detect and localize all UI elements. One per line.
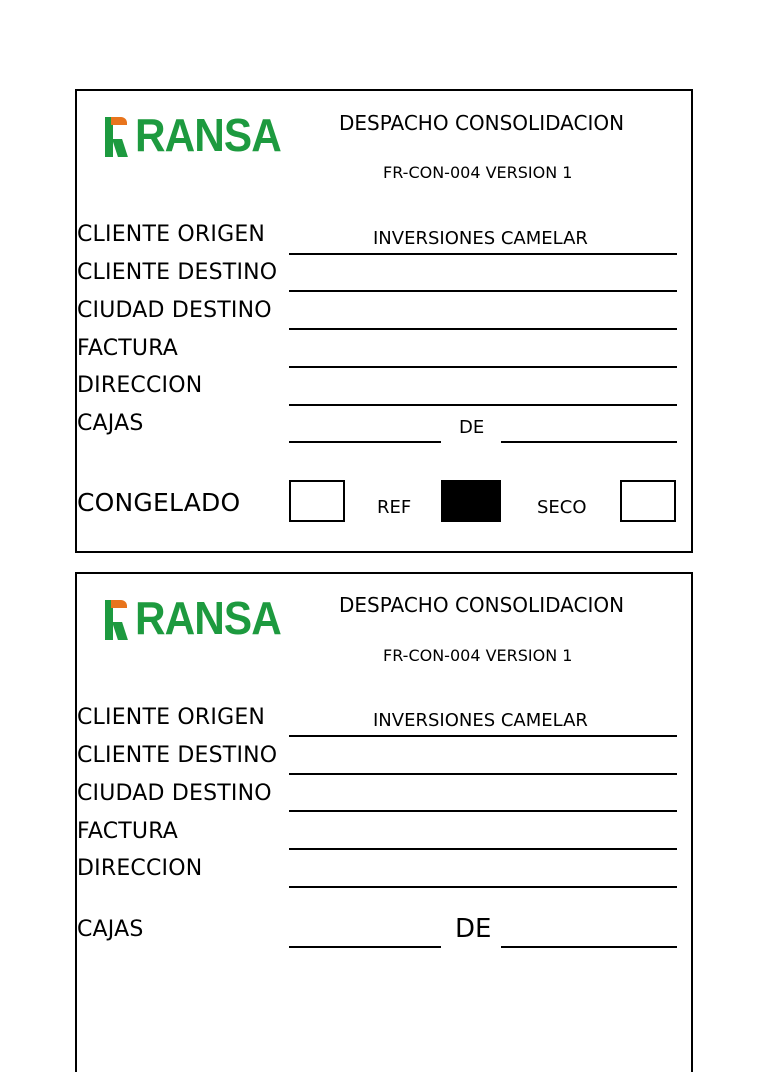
direccion-line — [289, 886, 677, 888]
congelado-label: CONGELADO — [77, 488, 241, 517]
cajas-from-line — [289, 441, 441, 443]
cliente-origen-value: INVERSIONES CAMELAR — [373, 710, 588, 731]
ciudad-destino-label: CIUDAD DESTINO — [77, 298, 272, 323]
ref-checkbox[interactable] — [441, 480, 501, 522]
cliente-origen-value: INVERSIONES CAMELAR — [373, 228, 588, 249]
ransa-logo-text: RANSA — [135, 109, 281, 161]
form-title: DESPACHO CONSOLIDACION — [339, 111, 625, 135]
cajas-to-line — [501, 946, 677, 948]
cajas-label: CAJAS — [77, 411, 144, 436]
seco-label: SECO — [537, 497, 587, 518]
cliente-destino-line — [289, 290, 677, 292]
ciudad-destino-line — [289, 328, 677, 330]
cajas-from-line — [289, 946, 441, 948]
form-code: FR-CON-004 VERSION 1 — [383, 646, 573, 665]
seco-checkbox[interactable] — [620, 480, 676, 522]
ref-label: REF — [377, 497, 412, 518]
ransa-logo-text: RANSA — [135, 592, 281, 644]
direccion-label: DIRECCION — [77, 373, 203, 398]
ransa-logo — [105, 592, 281, 646]
cliente-destino-line — [289, 773, 677, 775]
cliente-origen-line — [289, 253, 677, 255]
ciudad-destino-line — [289, 810, 677, 812]
factura-line — [289, 848, 677, 850]
direccion-label: DIRECCION — [77, 856, 203, 881]
congelado-checkbox[interactable] — [289, 480, 345, 522]
cliente-destino-label: CLIENTE DESTINO — [77, 743, 278, 768]
de-label: DE — [459, 417, 485, 438]
de-label: DE — [455, 914, 492, 944]
ransa-logo — [105, 109, 281, 163]
form-title: DESPACHO CONSOLIDACION — [339, 593, 625, 617]
factura-label: FACTURA — [77, 336, 179, 361]
cajas-label: CAJAS — [77, 917, 144, 942]
ciudad-destino-label: CIUDAD DESTINO — [77, 781, 272, 806]
dispatch-label-card-1 — [75, 89, 693, 553]
factura-label: FACTURA — [77, 819, 179, 844]
ransa-logo-mark — [105, 598, 131, 642]
factura-line — [289, 366, 677, 368]
cliente-origen-label: CLIENTE ORIGEN — [77, 222, 266, 247]
dispatch-label-card-2 — [75, 572, 693, 1072]
cliente-origen-line — [289, 735, 677, 737]
cajas-to-line — [501, 441, 677, 443]
ransa-logo-mark — [105, 115, 131, 159]
direccion-line — [289, 404, 677, 406]
cliente-origen-label: CLIENTE ORIGEN — [77, 705, 266, 730]
cliente-destino-label: CLIENTE DESTINO — [77, 260, 278, 285]
form-code: FR-CON-004 VERSION 1 — [383, 163, 573, 182]
